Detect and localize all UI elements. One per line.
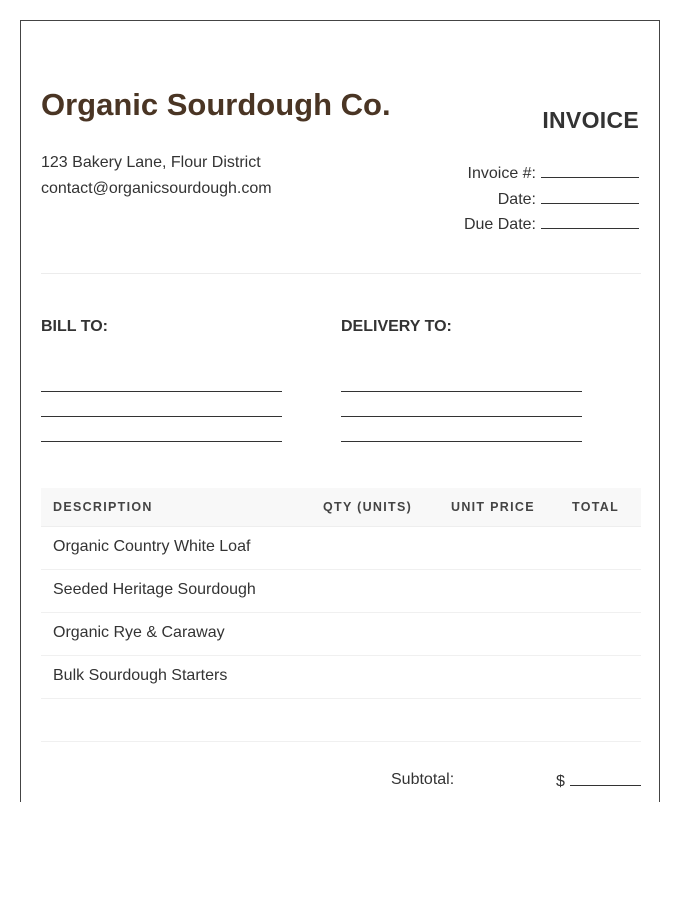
subtotal-label: Subtotal:: [391, 771, 455, 788]
table-row: [41, 656, 641, 699]
invoice-due-date-field[interactable]: [541, 214, 639, 229]
invoice-date-label: Date:: [497, 190, 536, 208]
delivery-to-block: [341, 318, 582, 442]
bill-to-line[interactable]: [41, 356, 282, 392]
item-description: Bulk Sourdough Starters: [53, 667, 228, 684]
delivery-to-line[interactable]: [341, 392, 582, 417]
bill-to-line[interactable]: [41, 417, 282, 442]
invoice-date-row: [464, 187, 639, 213]
invoice-due-date-row: [464, 212, 639, 238]
bill-to-heading: BILL TO:: [41, 318, 108, 335]
table-row: [41, 570, 641, 613]
table-row: [41, 527, 641, 570]
invoice-due-date-label: Due Date:: [463, 216, 536, 233]
invoice-number-label: Invoice #:: [467, 165, 536, 182]
company-info: [41, 150, 272, 202]
subtotal-value: [556, 771, 641, 791]
line-items-table: [41, 488, 641, 742]
invoice-title: INVOICE: [542, 107, 639, 133]
delivery-to-heading: DELIVERY TO:: [341, 318, 452, 335]
bill-to-block: [41, 318, 282, 442]
invoice-sheet: [20, 20, 660, 802]
item-description: Organic Country White Loaf: [53, 538, 251, 555]
table-row: [41, 699, 641, 742]
header-divider: [41, 273, 641, 274]
company-email: contact@organicsourdough.com: [41, 180, 272, 197]
currency-symbol: $: [556, 773, 565, 790]
item-description: Seeded Heritage Sourdough: [53, 581, 256, 598]
column-header-total: TOTAL: [572, 500, 620, 514]
company-address: 123 Bakery Lane, Flour District: [41, 154, 261, 171]
delivery-to-line[interactable]: [341, 356, 582, 392]
column-header-unit-price: UNIT PRICE: [451, 500, 535, 514]
column-header-qty: QTY (UNITS): [323, 500, 413, 514]
company-name: Organic Sourdough Co.: [41, 87, 391, 122]
table-header: [41, 488, 641, 527]
delivery-to-line[interactable]: [341, 417, 582, 442]
subtotal-field[interactable]: [570, 771, 641, 786]
invoice-number-row: [464, 161, 639, 187]
bill-to-line[interactable]: [41, 392, 282, 417]
table-row: [41, 613, 641, 656]
invoice-meta: [464, 161, 639, 238]
item-description: Organic Rye & Caraway: [53, 624, 225, 641]
column-header-description: DESCRIPTION: [53, 500, 153, 514]
invoice-number-field[interactable]: [541, 163, 639, 178]
invoice-date-field[interactable]: [541, 189, 639, 204]
